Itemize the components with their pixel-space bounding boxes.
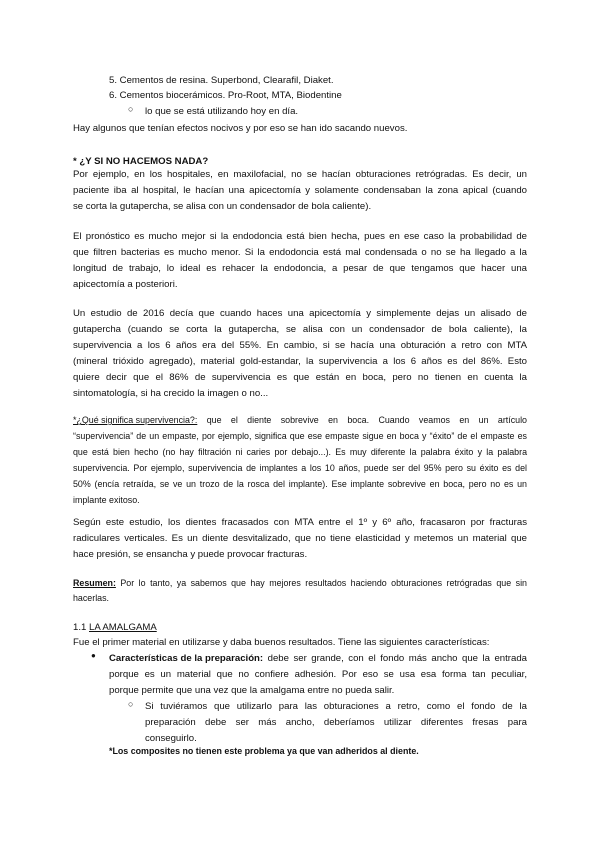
paragraph-line: apicectomía a posteriori.: [73, 279, 178, 290]
summary-label: Resumen:: [73, 578, 116, 588]
bullet-icon: ●: [91, 651, 96, 660]
definition-line: [73, 414, 527, 427]
paragraph-line: Hay algunos que tenían efectos nocivos y por eso se han ido sacando nuevos.: [73, 123, 408, 134]
summary-line: [73, 577, 527, 590]
bullet-text: debe ser grande, con el fondo más ancho que la entrada: [263, 653, 527, 664]
section-title: [73, 621, 527, 634]
paragraph-line: longitud de trabajo, lo ideal es rehacer la endodoncia, a pesar de que tengamos que hacer una: [73, 263, 527, 274]
paragraph-line: Según este estudio, los dientes fracasados con MTA entre el 1º y 6º año, fracasaron por fracturas: [73, 517, 527, 528]
paragraph-line: se corta la gutapercha, se alisa con un condensador de bola caliente).: [73, 201, 372, 212]
list-sub-item: lo que se está utilizando hoy en día.: [145, 106, 299, 117]
definition-label: *¿Qué significa supervivencia?:: [73, 415, 198, 425]
section-heading: * ¿Y SI NO HACEMOS NADA?: [73, 156, 209, 167]
paragraph-line: (mineral trióxido agregado), material gold-estandar, la supervivencia a los 6 años es del 86%. Esto: [73, 356, 527, 367]
paragraph-line: hacerlas.: [73, 593, 110, 603]
paragraph-line: radiculares verticales. Es un diente desvitalizado, que no tiene elasticidad y metemos un material que: [73, 533, 527, 544]
paragraph-line: paciente iba al hospital, le hacían una apicectomía y solamente condensaban la zona apical (cuando: [73, 185, 527, 196]
paragraph-line: quiere decir que el 86% de supervivencia es que están en boca, pero no tienen en cuenta la: [73, 372, 527, 383]
paragraph-line: El pronóstico es mucho mejor si la endodoncia está bien hecha, pues en ese caso la probabilidad de: [73, 231, 527, 242]
paragraph-line: supervivencia a los 6 años era del 55%. En cambio, si se hacía una obturación a retro con MTA: [73, 340, 527, 351]
paragraph-line: que está bien hecho (no hay filtración ni caries por debajo...). Es muy diferente la palabra éxito y la palabra: [73, 447, 527, 457]
paragraph-line: sintomatología, si ha crecido la imagen o no...: [73, 388, 269, 399]
paragraph-line: porque permite que una vez que la amalgama entre no pueda salir.: [109, 685, 395, 696]
bullet-line: [109, 652, 527, 665]
paragraph-line: gutapercha (cuando se corta la gutapercha, se alisa con un condensador de bola caliente), la: [73, 324, 527, 335]
paragraph-line: Fue el primer material en utilizarse y daba buenos resultados. Tiene las siguientes características:: [73, 637, 490, 648]
hollow-bullet-icon: ○: [128, 699, 134, 709]
list-item-5: 5. Cementos de resina. Superbond, Clearafil, Diaket.: [109, 75, 334, 86]
note-line: *Los composites no tienen este problema ya que van adheridos al diente.: [109, 746, 419, 756]
paragraph-line: que filtren bacterias es mucho menor. Si la endodoncia está mal condensada o no se ha llegado a la: [73, 247, 527, 258]
paragraph-line: Por ejemplo, en los hospitales, en maxilofacial, no se hacían obturaciones retrógradas. Es decir, un: [73, 169, 527, 180]
paragraph-line: porque es un material que no confiere adhesión. Por eso se usa esa forma tan peculiar,: [109, 669, 527, 680]
paragraph-line: “supervivencia” de un empaste, por ejemplo, significa que ese empaste sigue en boca y “éxito” de el empaste es: [73, 431, 527, 441]
definition-text: que el diente sobrevive en boca. Cuando veamos en un artículo: [197, 415, 527, 425]
bullet-label: Características de la preparación:: [109, 653, 264, 664]
paragraph-line: 50% (encía retraída, se ve un trozo de la rosca del implante). Ese implante sobrevive en boca, pero no es un: [73, 479, 527, 489]
paragraph-line: supervivencia. Por ejemplo, supervivencia de implantes a los 10 años, puede ser del 95% pero su éxito es del: [73, 463, 527, 473]
section-title-text: LA AMALGAMA: [89, 622, 157, 633]
paragraph-line: preparación debe ser más ancho, deberíamos utilizar diferentes fresas para: [145, 717, 527, 728]
hollow-bullet-icon: ○: [128, 104, 134, 114]
paragraph-line: Un estudio de 2016 decía que cuando haces una apicectomía y simplemente dejas un alisado de: [73, 308, 527, 319]
paragraph-line: conseguirlo.: [145, 733, 197, 744]
section-number: 1.1: [73, 622, 87, 633]
summary-text: Por lo tanto, ya sabemos que hay mejores resultados haciendo obturaciones retrógradas que sin: [115, 578, 527, 588]
paragraph-line: implante exitoso.: [73, 495, 140, 505]
paragraph-line: hace presión, se ensancha y puede provocar fracturas.: [73, 549, 308, 560]
sub-bullet-line: Si tuviéramos que utilizarlo para las obturaciones a retro, como el fondo de la: [145, 701, 527, 712]
list-item-6: 6. Cementos biocerámicos. Pro-Root, MTA, Biodentine: [109, 90, 342, 101]
